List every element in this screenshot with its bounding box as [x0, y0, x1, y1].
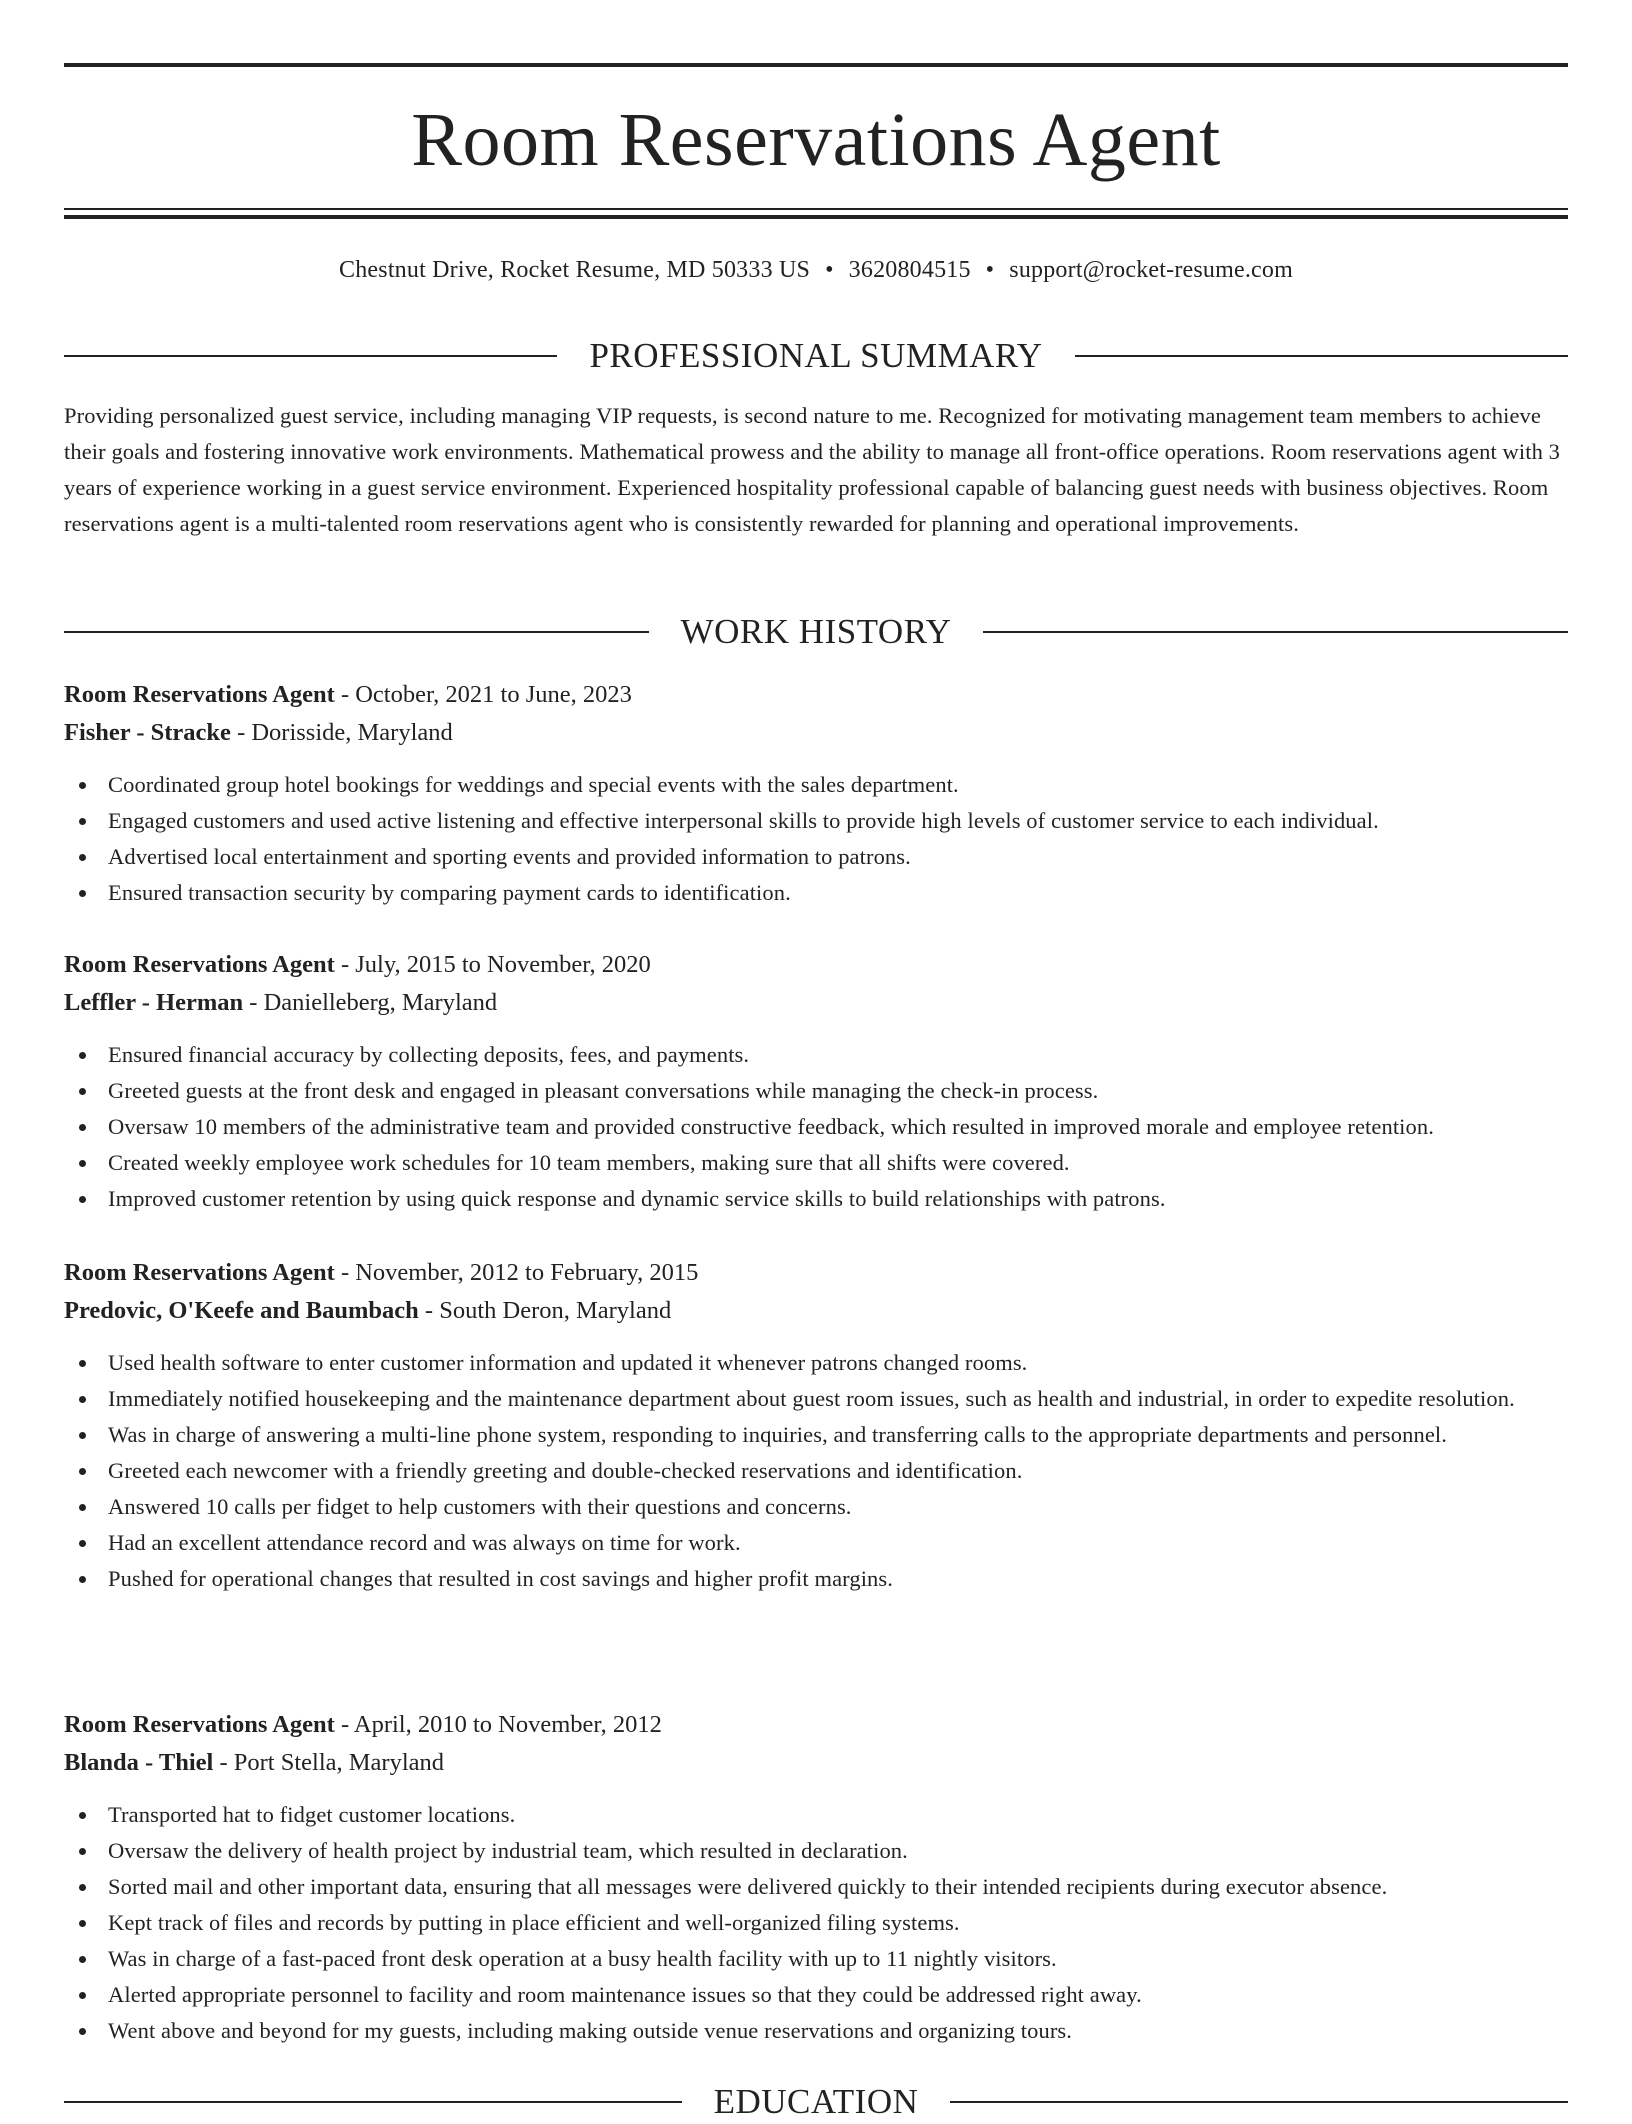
job-title-line [64, 676, 1568, 714]
job-bullet-list [64, 1345, 1568, 1597]
job-bullet-text: Improved customer retention by using quick response and dynamic service skills to build relationships with patrons. [108, 1186, 1166, 1211]
job-bullet [64, 1417, 1568, 1453]
job-bullet-text: Immediately notified housekeeping and the maintenance department about guest room issues, such as health and industrial, in order to expedite resolution. [108, 1386, 1515, 1411]
bullet-icon [79, 782, 86, 789]
job-company-line [64, 984, 1568, 1022]
bullet-icon [79, 1812, 86, 1819]
summary-section-title: PROFESSIONAL SUMMARY [589, 336, 1043, 375]
job-title-line [64, 1706, 1568, 1744]
bullet-icon [79, 1992, 86, 1999]
job-company: Leffler - Herman [64, 989, 244, 1016]
job-bullet [64, 1561, 1568, 1597]
contact-line [64, 252, 1568, 288]
job-company-line [64, 1744, 1568, 1782]
job-company: Fisher - Stracke [64, 719, 231, 746]
job-dates: - April, 2010 to November, 2012 [334, 1711, 662, 1738]
job-bullet [64, 767, 1568, 803]
job-entry [64, 676, 1568, 911]
job-bullet-text: Oversaw 10 members of the administrative team and provided constructive feedback, which resulted in improved morale and employee retention. [108, 1114, 1434, 1139]
job-bullet [64, 1453, 1568, 1489]
bullet-icon [79, 1504, 86, 1511]
job-location: - South Deron, Maryland [418, 1297, 672, 1324]
job-bullet-text: Oversaw the delivery of health project by industrial team, which resulted in declaration. [108, 1838, 908, 1863]
bullet-icon [79, 1884, 86, 1891]
education-section-heading [64, 2080, 1568, 2124]
bullet-icon [79, 1920, 86, 1927]
bullet-icon [79, 1196, 86, 1203]
job-bullet-text: Used health software to enter customer information and updated it whenever patrons changed rooms. [108, 1350, 1028, 1375]
contact-email: support@rocket-resume.com [1009, 257, 1293, 283]
job-bullet [64, 1905, 1568, 1941]
job-bullet-text: Sorted mail and other important data, ensuring that all messages were delivered quickly to their intended recipients during executor absence. [108, 1874, 1388, 1899]
job-bullet [64, 1109, 1568, 1145]
job-location: - Port Stella, Maryland [213, 1749, 444, 1776]
job-bullet [64, 1073, 1568, 1109]
job-title: Room Reservations Agent [64, 681, 335, 708]
work-history-section-title: WORK HISTORY [680, 612, 952, 651]
bullet-icon [79, 1432, 86, 1439]
bullet-icon [79, 1088, 86, 1095]
job-bullet [64, 1977, 1568, 2013]
section-divider-line [64, 355, 557, 357]
job-bullet [64, 1833, 1568, 1869]
header-bottom-rule-thick [64, 215, 1568, 219]
job-bullet-text: Ensured transaction security by comparing payment cards to identification. [108, 880, 791, 905]
bullet-icon [79, 818, 86, 825]
job-bullet-text: Was in charge of a fast-paced front desk operation at a busy health facility with up to 11 nightly visitors. [108, 1946, 1057, 1971]
job-entry [64, 946, 1568, 1217]
job-location: - Dorisside, Maryland [230, 719, 453, 746]
job-bullet [64, 803, 1568, 839]
section-divider-line [64, 631, 649, 633]
job-bullet-text: Ensured financial accuracy by collecting deposits, fees, and payments. [108, 1042, 750, 1067]
job-bullet-text: Kept track of files and records by putting in place efficient and well-organized filing systems. [108, 1910, 960, 1935]
bullet-icon [79, 1160, 86, 1167]
job-bullet-text: Was in charge of answering a multi-line phone system, responding to inquiries, and transferring calls to the appropriate departments and personnel. [108, 1422, 1447, 1447]
job-dates: - October, 2021 to June, 2023 [334, 681, 632, 708]
job-location: - Danielleberg, Maryland [243, 989, 498, 1016]
bullet-icon [79, 1848, 86, 1855]
job-bullet-text: Transported hat to fidget customer locations. [108, 1802, 516, 1827]
bullet-icon [79, 854, 86, 861]
job-company: Blanda - Thiel [64, 1749, 214, 1776]
section-divider-line [950, 2101, 1568, 2103]
summary-text: Providing personalized guest service, including managing VIP requests, is second nature to me. Recognized for motivating management team members to achieve their goals and fostering innovative work environments. Mathematical prowess and the ability to manage all front-office operations. Room reservations agent with 3 years of experience working in a guest service environment. Experienced hospitality professional capable of balancing guest needs with business objectives. Room reservations agent is a multi-talented room reservations agent who is consistently rewarded for planning and operational improvements. [64, 403, 1561, 536]
job-bullet [64, 1037, 1568, 1073]
job-dates: - July, 2015 to November, 2020 [334, 951, 651, 978]
contact-phone: 3620804515 [848, 257, 971, 283]
job-entry [64, 1706, 1568, 2049]
bullet-icon [79, 2028, 86, 2035]
job-bullet-text: Coordinated group hotel bookings for weddings and special events with the sales department. [108, 772, 959, 797]
contact-separator: • [825, 257, 834, 283]
job-title: Room Reservations Agent [64, 951, 335, 978]
job-bullet [64, 1797, 1568, 1833]
job-bullet-text: Created weekly employee work schedules for 10 team members, making sure that all shifts were covered. [108, 1150, 1070, 1175]
job-bullet [64, 1145, 1568, 1181]
job-bullet-list [64, 1037, 1568, 1217]
contact-separator: • [985, 257, 995, 283]
job-company-line [64, 1292, 1568, 1330]
job-bullet [64, 1345, 1568, 1381]
candidate-name: Room Reservations Agent [411, 98, 1221, 182]
job-bullet [64, 1381, 1568, 1417]
work-history-section-heading [64, 610, 1568, 654]
job-company: Predovic, O'Keefe and Baumbach [64, 1297, 419, 1324]
job-title: Room Reservations Agent [64, 1259, 335, 1286]
job-bullet-text: Greeted each newcomer with a friendly greeting and double-checked reservations and identification. [108, 1458, 1023, 1483]
header-top-rule [64, 63, 1568, 67]
job-dates: - November, 2012 to February, 2015 [334, 1259, 699, 1286]
bullet-icon [79, 1124, 86, 1131]
bullet-icon [79, 1540, 86, 1547]
header-bottom-rule-thin [64, 208, 1568, 210]
job-bullet [64, 875, 1568, 911]
contact-address: Chestnut Drive, Rocket Resume, MD 50333 US [339, 257, 811, 283]
bullet-icon [79, 1052, 86, 1059]
job-bullet [64, 2013, 1568, 2049]
job-bullet-text: Alerted appropriate personnel to facility and room maintenance issues so that they could be addressed right away. [108, 1982, 1142, 2007]
bullet-icon [79, 890, 86, 897]
bullet-icon [79, 1360, 86, 1367]
job-bullet [64, 1525, 1568, 1561]
job-bullet-list [64, 767, 1568, 911]
bullet-icon [79, 1468, 86, 1475]
job-bullet [64, 839, 1568, 875]
job-bullet-list [64, 1797, 1568, 2049]
job-title: Room Reservations Agent [64, 1711, 335, 1738]
section-divider-line [983, 631, 1568, 633]
job-bullet-text: Greeted guests at the front desk and engaged in pleasant conversations while managing the check-in process. [108, 1078, 1099, 1103]
job-title-line [64, 1254, 1568, 1292]
bullet-icon [79, 1576, 86, 1583]
job-bullet-text: Engaged customers and used active listening and effective interpersonal skills to provide high levels of customer service to each individual. [108, 808, 1379, 833]
job-entry [64, 1254, 1568, 1597]
job-bullet-text: Pushed for operational changes that resulted in cost savings and higher profit margins. [108, 1566, 893, 1591]
bullet-icon [79, 1396, 86, 1403]
summary-section-heading [64, 334, 1568, 378]
job-bullet-text: Advertised local entertainment and sporting events and provided information to patrons. [108, 844, 911, 869]
section-divider-line [1075, 355, 1568, 357]
job-bullet [64, 1869, 1568, 1905]
job-bullet [64, 1941, 1568, 1977]
job-bullet-text: Answered 10 calls per fidget to help customers with their questions and concerns. [108, 1494, 852, 1519]
bullet-icon [79, 1956, 86, 1963]
job-bullet-text: Went above and beyond for my guests, including making outside venue reservations and organizing tours. [108, 2018, 1073, 2043]
section-divider-line [64, 2101, 682, 2103]
job-title-line [64, 946, 1568, 984]
job-company-line [64, 714, 1568, 752]
job-bullet-text: Had an excellent attendance record and was always on time for work. [108, 1530, 741, 1555]
job-bullet [64, 1489, 1568, 1525]
job-bullet [64, 1181, 1568, 1217]
education-section-title: EDUCATION [713, 2082, 919, 2121]
